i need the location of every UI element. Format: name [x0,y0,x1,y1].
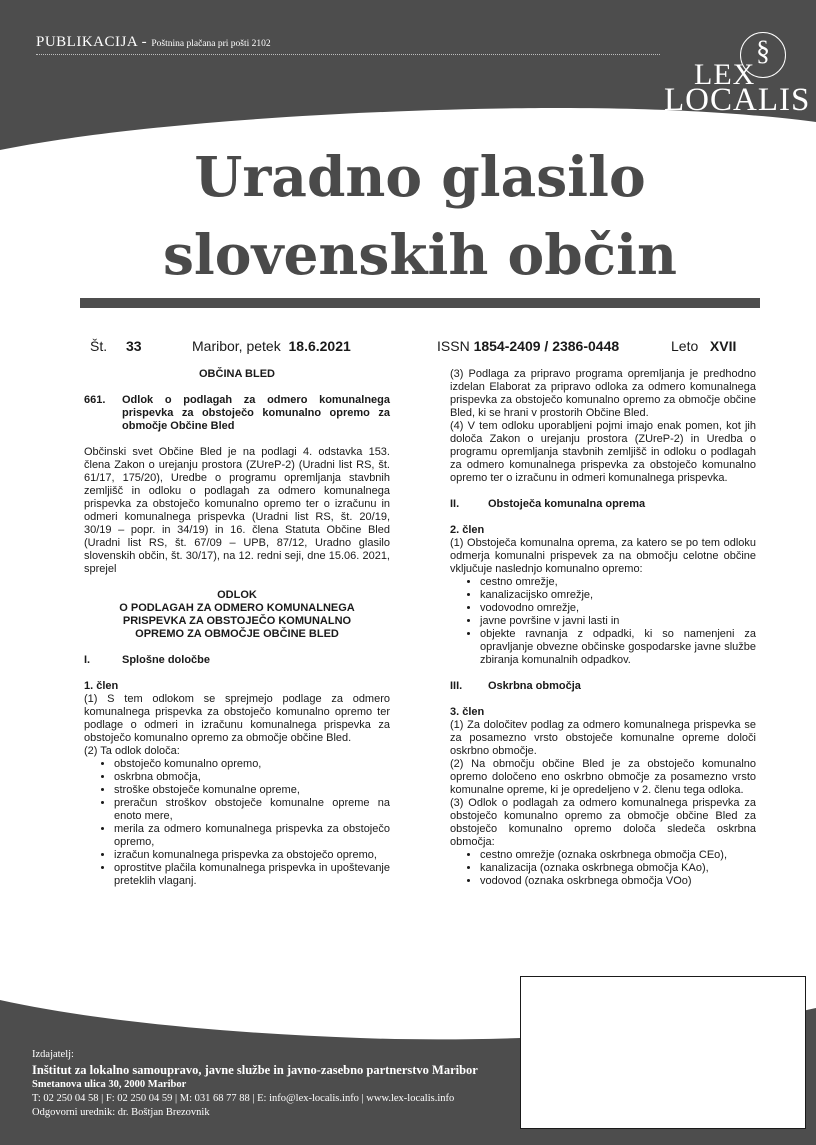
list-item: • preračun stroškov obstoječe komunalne opreme na enoto mere, [114,797,390,823]
left-column [84,368,390,888]
odlok-title: ODLOK O PODLAGAH ZA ODMERO KOMUNALNEGA PRISPEVKA ZA OBSTOJEČO KOMUNALNO OPREMO ZA OBMOČJE OBČINE BLED [119,589,355,640]
list-item: • obstoječo komunalno opremo, [114,758,390,771]
bullet-list [450,849,756,888]
paragraph: (4) V tem odloku uporabljeni pojmi imajo enak pomen, kot jih določa Zakon o urejanju prostora (ZUreP-2) in Uredba o programu opremljanja stavbnih zemljišč in odloku o podlagah za odmero komunalnega prispevka za obstoječo komunalno opremo ter o izračunu in odmeri komunalnega prispevka. [450,420,756,484]
dotted-divider [36,54,660,55]
paragraph: (3) Odlok o podlagah za odmero komunalnega prispevka za obstoječo komunalno opremo za območje občine Bled za obstoječo komunalno opremo določa sledeča oskrbna območja: [450,797,756,848]
preamble: Občinski svet Občine Bled je na podlagi 4. odstavka 153. člena Zakon o urejanju prostora (ZUreP-2) (Uradni list RS, št. 61/17, 175/20), Uredbe o programu opremljanja stavbnih zemljišč in odloku o podlagah za odmero komunalnega prispevka za obstoječo komunalno opremo ter o izračunu in odmeri komunalnega prispevka (Uradni list RS, št. 20/19, 30/19 – popr. in 34/19) in 16. člena Statuta Občine Bled (Uradni list RS, št. 67/09 – UPB, 87/12, Uradno glasilo slovenskih občin, št. 30/17), na 12. redni seji, dne 15.06. 2021, sprejel [84,446,390,575]
paragraph: (1) S tem odlokom se sprejmejo podlage za odmero komunalnega prispevka za obstoječo komunalno opremo ter podlage o odmeri in izračunu komunalnega prispevka za obstoječo komunalno opremo za območje občine Bled. [84,693,390,744]
list-item: • kanalizacijsko omrežje, [480,589,756,602]
bullet-list [84,758,390,888]
list-item: • stroške obstoječe komunalne opreme, [114,784,390,797]
list-item: • kanalizacija (oznaka oskrbnega območja KAo), [480,862,756,875]
paragraph: (1) Za določitev podlag za odmero komunalnega prispevka se za posamezno vrsto obstoječe komunalne opreme določi oskrbno območje. [450,719,756,757]
issn: ISSN 1854-2409 / 2386-0448 [437,338,620,354]
article-heading: 1. člen [84,680,119,692]
list-item: • javne površine v javni lasti in [480,615,756,628]
list-item: • vodovod (oznaka oskrbnega območja VOo) [480,875,756,888]
editor-in-chief: Odgovorni urednik: dr. Boštjan Brezovnik [32,1107,210,1118]
masthead-title-line2: slovenskih občin [162,222,678,287]
bullet-list [450,576,756,667]
postage-note: Poštnina plačana pri pošti 2102 [151,39,271,49]
article-heading: 2. člen [450,524,485,536]
list-item: • merila za odmero komunalnega prispevka za obstoječo opremo, [114,823,390,849]
list-item: • objekte ravnanja z odpadki, ki so namenjeni za opravljanje obvezne občinske gospodarske javne službe zbiranja komunalnih odpadkov. [480,628,756,667]
logo-localis: LOCALIS [664,82,811,118]
right-column [450,368,756,888]
issue-number: Št. [90,338,108,354]
masthead-title-line1: Uradno glasilo [194,144,646,209]
issue-number-value: 33 [126,338,142,354]
paragraph: (1) Obstoječa komunalna oprema, za katero se po tem odloku odmerja komunalni prispevek za na območju celotne občine vključuje naslednjo komunalno opremo: [450,537,756,575]
logo-symbol: § [756,36,770,67]
publisher-name: Inštitut za lokalno samoupravo, javne službe in javno-zasebno partnerstvo Maribor [32,1063,478,1077]
publisher-label: Izdajatelj: [32,1049,74,1060]
list-item: • oskrbna območja, [114,771,390,784]
publication-label: PUBLIKACIJA - Poštnina plačana pri pošti 2102 [36,34,271,50]
section-heading: III. Oskrbna območja [450,680,581,692]
municipality-heading: OBČINA BLED [199,368,275,380]
list-item: • oprostitve plačila komunalnega prispevka in upoštevanje preteklih vlaganj. [114,862,390,888]
publisher-contacts: T: 02 250 04 58 | F: 02 250 04 59 | M: 031 68 77 88 | E: info@lex-localis.info | www.lex-localis.info [32,1093,455,1104]
list-item: • cestno omrežje (oznaka oskrbnega območja CEo), [480,849,756,862]
title-rule [80,298,760,308]
article-heading: 3. člen [450,706,485,718]
volume-year: Leto XVII [671,338,737,354]
address-box [520,976,806,1129]
issue-date: Maribor, petek 18.6.2021 [192,338,351,354]
paragraph: (2) Ta odlok določa: [84,745,180,757]
decree-heading: 661. Odlok o podlagah za odmero komunalnega prispevka za obstoječo komunalno opremo za območje Občine Bled [84,394,390,432]
paragraph: (3) Podlaga za pripravo programa opremljanja je predhodno izdelan Elaborat za pripravo odloka za odmero komunalnega prispevka za obstoječo komunalno opremo za območje občine Bled, ki se hrani v prostorih Občine Bled. [450,368,756,419]
logo-lex: LEX [694,58,756,91]
section-heading: I. Splošne določbe [84,654,211,666]
paragraph: (2) Na območju občine Bled je za obstoječo komunalno opremo določeno eno oskrbno območje za posamezno vrsto komunalne opreme, ki je opredeljeno v 2. členu tega odloka. [450,758,756,796]
list-item: • cestno omrežje, [480,576,756,589]
section-heading: II. Obstoječa komunalna oprema [450,498,646,510]
publisher-address: Smetanova ulica 30, 2000 Maribor [32,1079,187,1090]
list-item: • vodovodno omrežje, [480,602,756,615]
list-item: • izračun komunalnega prispevka za obstoječo opremo, [114,849,390,862]
